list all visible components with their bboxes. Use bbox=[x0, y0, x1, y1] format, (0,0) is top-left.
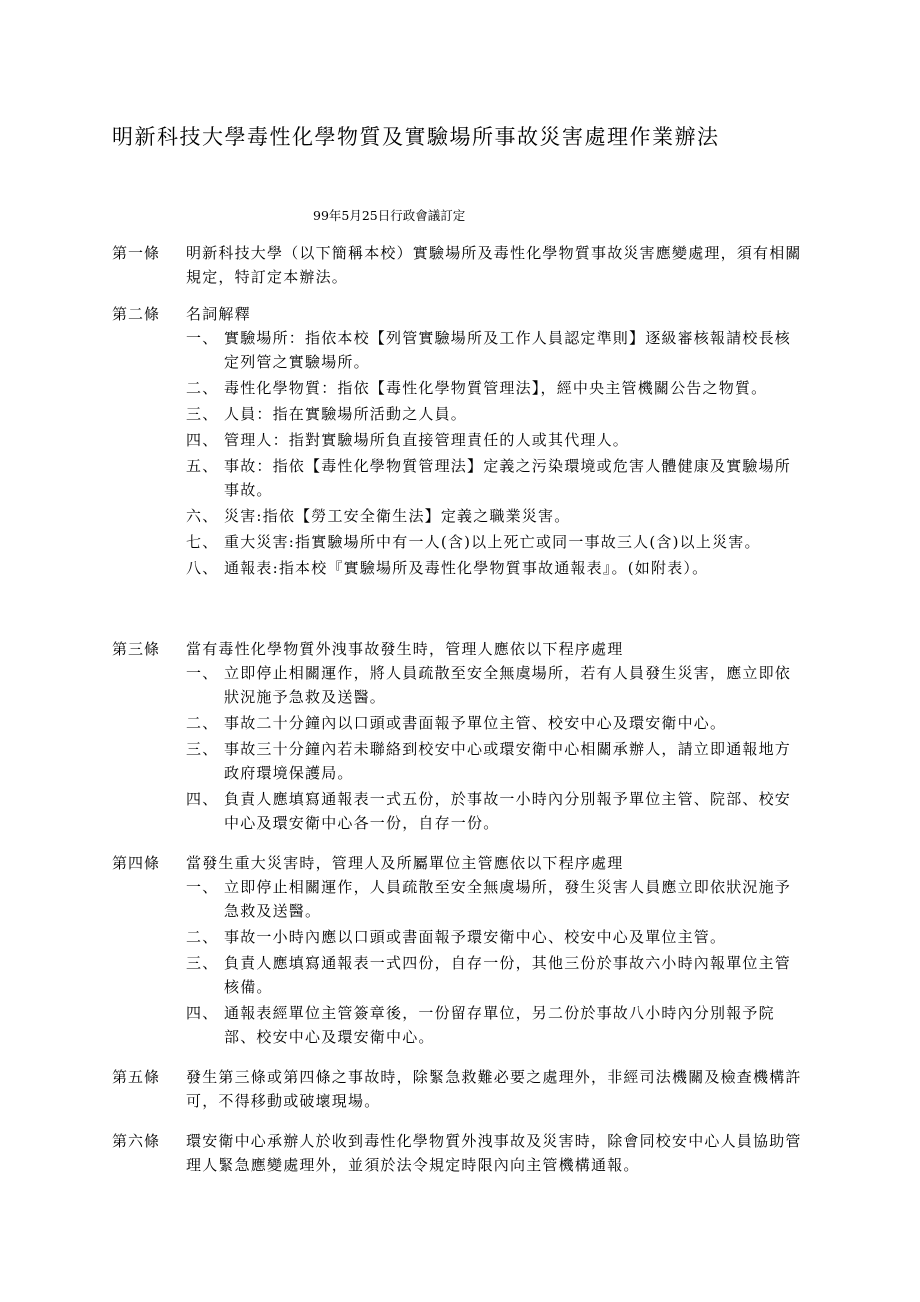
item-number: 一、 bbox=[186, 878, 219, 896]
article-text: 當有毒性化學物質外洩事故發生時，管理人應依以下程序處理 bbox=[186, 640, 624, 658]
article-items bbox=[186, 875, 806, 1049]
item-text: 管理人：指對實驗場所負直接管理責任的人或其代理人。 bbox=[224, 431, 630, 449]
article-text: 發生第三條或第四條之事故時，除緊急救難必要之處理外，非經司法機關及檢查機構許可，不得移動或破壞現場。 bbox=[186, 1068, 802, 1110]
list-item bbox=[186, 556, 806, 580]
article-label: 第一條 bbox=[112, 244, 161, 262]
list-item bbox=[186, 428, 806, 452]
item-number: 五、 bbox=[186, 457, 219, 475]
article-2 bbox=[112, 302, 812, 582]
list-item bbox=[186, 376, 806, 400]
item-text: 人員：指在實驗場所活動之人員。 bbox=[224, 405, 468, 423]
list-item bbox=[186, 711, 806, 735]
item-number: 六、 bbox=[186, 507, 219, 525]
item-number: 四、 bbox=[186, 1004, 219, 1022]
item-number: 一、 bbox=[186, 664, 219, 682]
item-number: 一、 bbox=[186, 329, 219, 347]
item-number: 四、 bbox=[186, 790, 219, 808]
item-text: 災害:指依【勞工安全衛生法】定義之職業災害。 bbox=[224, 507, 571, 525]
item-text: 立即停止相關運作，將人員疏散至安全無虞場所，若有人員發生災害，應立即依狀況施予急救及送醫。 bbox=[224, 664, 792, 706]
article-items bbox=[186, 661, 806, 835]
item-number: 三、 bbox=[186, 405, 219, 423]
article-body bbox=[186, 1065, 806, 1113]
list-item bbox=[186, 326, 806, 374]
article-text: 環安衛中心承辦人於收到毒性化學物質外洩事故及災害時，除會同校安中心人員協助管理人緊急應變處理外，並須於法令規定時限內向主管機構通報。 bbox=[186, 1132, 802, 1174]
list-item bbox=[186, 737, 806, 785]
article-3 bbox=[112, 637, 812, 837]
list-item bbox=[186, 1001, 806, 1049]
article-label: 第五條 bbox=[112, 1068, 161, 1086]
list-item bbox=[186, 504, 806, 528]
article-1 bbox=[112, 241, 812, 289]
item-text: 事故：指依【毒性化學物質管理法】定義之污染環境或危害人體健康及實驗場所事故。 bbox=[224, 457, 792, 499]
item-number: 二、 bbox=[186, 714, 219, 732]
enactment-date: 99年5月25日行政會議訂定 bbox=[313, 208, 466, 223]
item-text: 立即停止相關運作，人員疏散至安全無虞場所，發生災害人員應立即依狀況施予急救及送醫。 bbox=[224, 878, 792, 920]
list-item bbox=[186, 787, 806, 835]
article-text: 當發生重大災害時，管理人及所屬單位主管應依以下程序處理 bbox=[186, 854, 624, 872]
item-text: 事故二十分鐘內以口頭或書面報予單位主管、校安中心及環安衛中心。 bbox=[224, 714, 727, 732]
item-text: 事故一小時內應以口頭或書面報予環安衛中心、校安中心及單位主管。 bbox=[224, 928, 727, 946]
article-items bbox=[186, 326, 806, 580]
item-text: 通報表經單位主管簽章後，一份留存單位，另二份於事故八小時內分別報予院部、校安中心及環安衛中心。 bbox=[224, 1004, 775, 1046]
item-number: 三、 bbox=[186, 740, 219, 758]
item-number: 八、 bbox=[186, 559, 219, 577]
item-text: 事故三十分鐘內若未聯絡到校安中心或環安衛中心相關承辦人，請立即通報地方政府環境保護局。 bbox=[224, 740, 792, 782]
document-title: 明新科技大學毒性化學物質及實驗場所事故災害處理作業辦法 bbox=[112, 125, 720, 149]
item-text: 負責人應填寫通報表一式五份，於事故一小時內分別報予單位主管、院部、校安中心及環安衛中心各一份，自存一份。 bbox=[224, 790, 792, 832]
article-body bbox=[186, 637, 806, 835]
article-body bbox=[186, 851, 806, 1049]
article-text: 明新科技大學（以下簡稱本校）實驗場所及毒性化學物質事故災害應變處理，須有相關規定，特訂定本辦法。 bbox=[186, 244, 802, 286]
item-text: 實驗場所：指依本校【列管實驗場所及工作人員認定準則】逐級審核報請校長核定列管之實驗場所。 bbox=[224, 329, 792, 371]
list-item bbox=[186, 875, 806, 923]
article-4 bbox=[112, 851, 812, 1051]
list-item bbox=[186, 925, 806, 949]
item-text: 負責人應填寫通報表一式四份，自存一份，其他三份於事故六小時內報單位主管核備。 bbox=[224, 954, 792, 996]
article-text: 名詞解釋 bbox=[186, 305, 251, 323]
article-label: 第二條 bbox=[112, 305, 161, 323]
item-text: 毒性化學物質：指依【毒性化學物質管理法】，經中央主管機關公告之物質。 bbox=[224, 379, 768, 397]
list-item bbox=[186, 530, 806, 554]
article-6 bbox=[112, 1129, 812, 1177]
item-text: 通報表:指本校『實驗場所及毒性化學物質事故通報表』。(如附表）。 bbox=[224, 559, 709, 577]
list-item bbox=[186, 951, 806, 999]
list-item bbox=[186, 454, 806, 502]
item-number: 二、 bbox=[186, 379, 219, 397]
list-item bbox=[186, 661, 806, 709]
list-item bbox=[186, 402, 806, 426]
article-label: 第三條 bbox=[112, 640, 161, 658]
article-body bbox=[186, 241, 806, 289]
item-text: 重大災害:指實驗場所中有一人(含)以上死亡或同一事故三人(含)以上災害。 bbox=[224, 533, 761, 551]
item-number: 七、 bbox=[186, 533, 219, 551]
item-number: 四、 bbox=[186, 431, 219, 449]
article-label: 第四條 bbox=[112, 854, 161, 872]
article-body bbox=[186, 1129, 806, 1177]
article-label: 第六條 bbox=[112, 1132, 161, 1150]
article-5 bbox=[112, 1065, 812, 1113]
item-number: 三、 bbox=[186, 954, 219, 972]
item-number: 二、 bbox=[186, 928, 219, 946]
article-body bbox=[186, 302, 806, 580]
